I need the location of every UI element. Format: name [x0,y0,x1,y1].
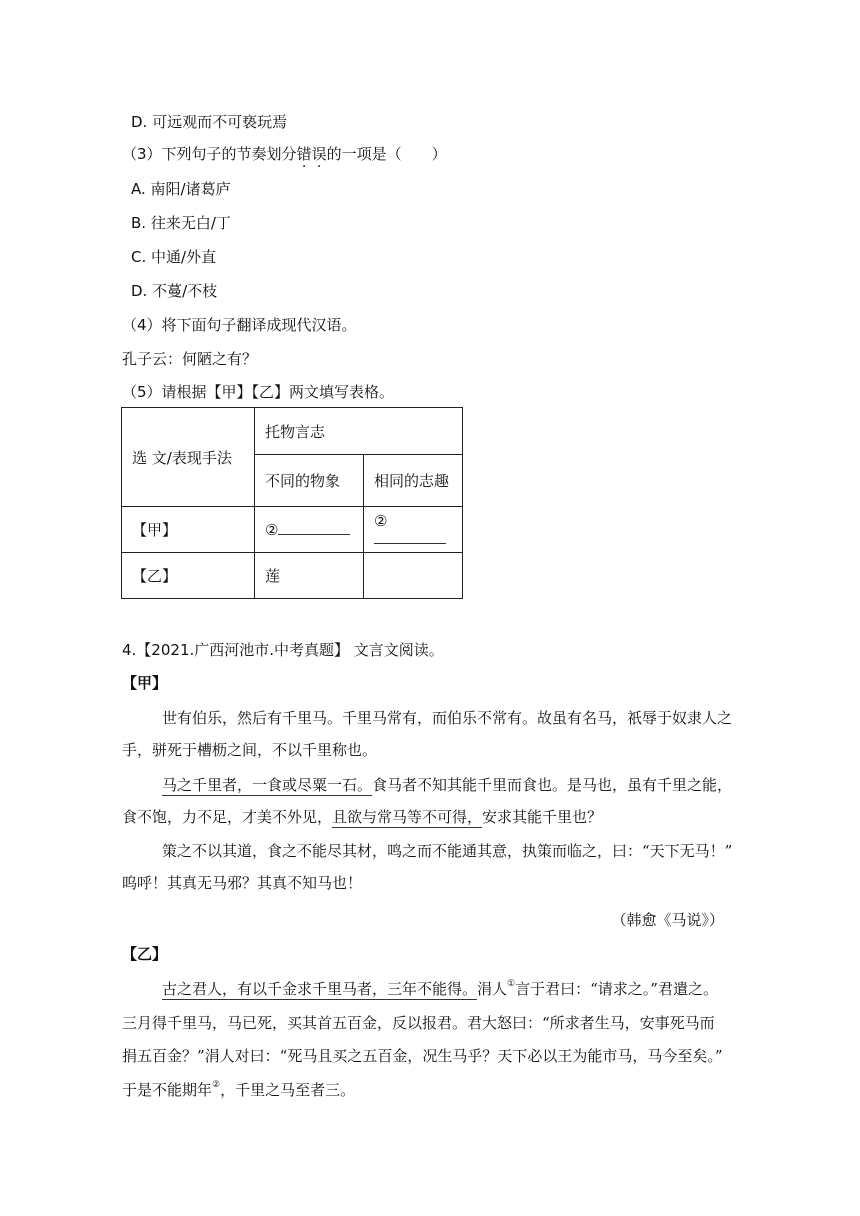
blank-line [278,533,350,535]
underlined-sentence-1: 马之千里者，一食或尽粟一石。 [162,776,373,794]
question-4-stem: （4）将下面句子翻译成现代汉语。 [122,316,357,334]
table-cell-jia-2[interactable] [364,507,463,553]
blank-marker: ② [265,520,279,539]
underlined-sentence-2: 且欲与常马等不可得， [332,808,483,826]
answer-table [121,407,463,599]
question-3-stem-after: 的一项是（ ） [326,145,447,163]
next-question-title: 4.【2021.广西河池市.中考真题】 文言文阅读。 [122,641,444,659]
yi-line-4 [122,1080,355,1100]
table-row-label-jia: 【甲】 [122,507,255,553]
jia-paragraph-3-line-2: 呜呼！其真无马邪？其真不知马也！ [122,874,363,892]
question-3-option-a: A. 南阳/诸葛庐 [131,180,231,198]
yi-line-1-a: 涓人 [477,980,508,998]
blank-line [374,542,446,544]
jia-paragraph-1-line-2: 手，骈死于槽枥之间，不以千里称也。 [122,741,378,759]
table-cell-yi-1: 莲 [255,553,364,599]
jia-paragraph-1-line-1: 世有伯乐，然后有千里马。千里马常有，而伯乐不常有。故虽有名马，祇辱于奴隶人之 [162,709,733,727]
yi-line-4-b: ，千里之马至者三。 [220,1081,356,1099]
yi-line-1-b: 言于君曰：“请求之。”君遣之。 [515,980,718,998]
question-3-option-c: C. 中通/外直 [131,248,217,266]
jia-paragraph-3-line-1: 策之不以其道，食之不能尽其材，鸣之而不能通其意，执策而临之，曰：“天下无马！” [162,842,733,860]
underlined-sentence-3: 古之君人，有以千金求千里马者，三年不能得。 [162,980,478,998]
jia-paragraph-2-line-1-rest: 食马者不知其能千里而食也。是马也，虽有千里之能， [372,776,733,794]
jia-paragraph-2-line-2 [122,807,602,827]
footnote-marker-1: ① [507,979,516,989]
table-corner-header: 选 文/表现手法 [122,408,255,507]
question-3-stem [122,144,447,164]
table-group-header: 托物言志 [255,408,463,455]
yi-line-4-a: 于是不能期年 [122,1081,213,1099]
yi-line-1 [162,979,718,999]
jia-paragraph-2-line-1 [162,775,732,795]
yi-line-2: 三月得千里马，马已死，买其首五百金，反以报君。君大怒曰：“所求者生马，安事死马而 [122,1014,715,1032]
yi-line-3: 捐五百金？”涓人对曰：“死马且买之五百金，况生马乎？天下必以王为能市马，马今至矣。” [122,1047,723,1065]
question-3-stem-before: （3）下列句子的节奏划分 [122,145,297,163]
emphasis-char-2: 误 [311,145,327,163]
question-5-stem: （5）请根据【甲】【乙】两文填写表格。 [122,383,395,401]
section-label-yi: 【乙】 [122,945,168,963]
jia-paragraph-2-line-2-b: 安求其能千里也？ [482,808,603,826]
jia-source: （韩愈《马说》） [611,911,724,929]
question-3-option-d: D. 不蔓/不枝 [131,282,218,300]
section-label-jia: 【甲】 [122,674,168,692]
question-3-option-b: B. 往来无白/丁 [131,214,231,232]
table-cell-jia-1[interactable] [255,507,364,553]
table-row-label-yi: 【乙】 [122,553,255,599]
jia-paragraph-2-line-2-a: 食不饱，力不足，才美不外见， [122,808,333,826]
table-column-header-2: 相同的志趣 [364,455,463,507]
question-4-sentence: 孔子云：何陋之有？ [122,350,258,368]
footnote-marker-2: ② [212,1080,221,1090]
emphasis-char-1: 错 [296,145,312,163]
blank-marker: ② [374,511,388,530]
table-cell-yi-2[interactable] [364,553,463,599]
option-d-text: D. 可远观而不可亵玩焉 [131,113,288,131]
table-column-header-1: 不同的物象 [255,455,364,507]
